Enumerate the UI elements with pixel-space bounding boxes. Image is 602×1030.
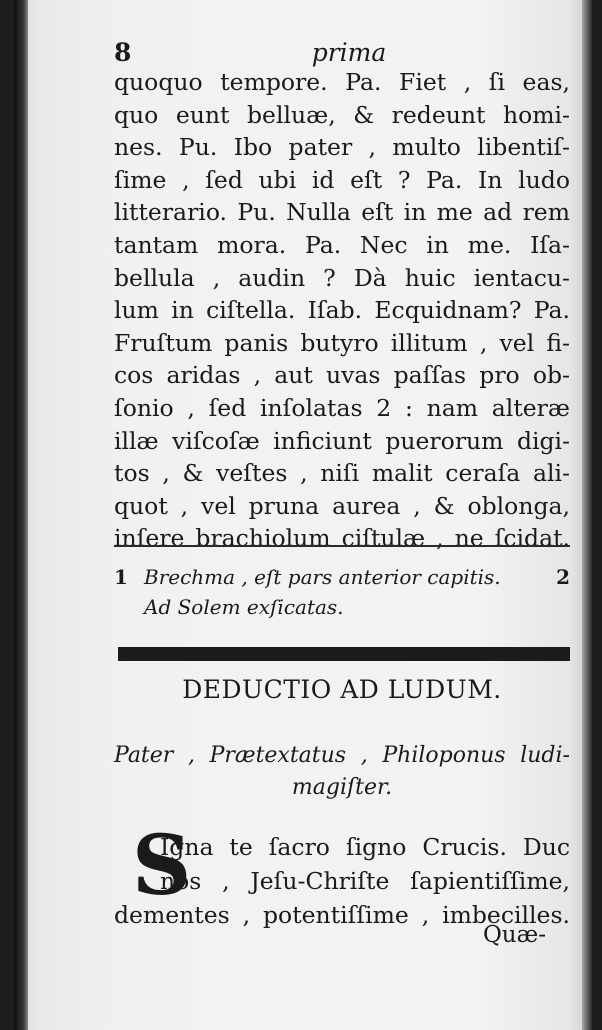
book-page [14, 0, 592, 1030]
catchword: Quæ- [482, 922, 546, 948]
text-line: illæ viſcoſæ inficiunt puerorum digi- [114, 426, 570, 455]
page-edge-shadow [582, 0, 592, 1030]
footnote-text: Ad Solem exſicatas. [144, 595, 344, 619]
personae-line: magiſter. [291, 775, 393, 800]
text-line: tos , & veſtes , niſi malit ceraſa ali- [114, 459, 570, 488]
text-line: quo eunt belluæ, & redeunt homi- [114, 100, 570, 129]
personae-line: Pater , Prætextatus , Philoponus ludi- [114, 743, 570, 768]
dramatis-personae [114, 740, 570, 804]
text-line: dementes , potentiſſime , imbecilles. [114, 901, 570, 929]
text-line: ſonio , ſed inſolatas 2 : nam alteræ [114, 393, 570, 422]
text-line: Igna te ſacro ſigno Crucis. Duc [160, 833, 570, 861]
drop-cap: S [132, 818, 192, 914]
footnote-text: Brechma , eſt pars anterior capitis. [144, 565, 501, 589]
page-number: 8 [114, 38, 132, 67]
footnote-line [114, 592, 570, 622]
footnote-line [114, 562, 570, 592]
text-line: cos aridas , aut uvas paſſas pro ob- [114, 361, 570, 390]
binding-shadow [14, 0, 28, 1030]
footnote-marker: 2 [556, 565, 570, 589]
ornamental-rule [118, 647, 570, 661]
section-title: DEDUCTIO AD LUDUM. [182, 675, 502, 704]
text-line: ſime , ſed ubi id eſt ? Pa. In ludo [114, 165, 570, 194]
main-text-block [114, 66, 570, 555]
running-head: prima [311, 38, 387, 67]
footnote-marker: 1 [114, 565, 128, 589]
text-line: tantam mora. Pa. Nec in me. Iſa- [114, 230, 570, 259]
opening-paragraph [114, 818, 570, 932]
text-line: litterario. Pu. Nulla eſt in me ad rem [114, 198, 570, 227]
text-line: lum in ciſtella. Iſab. Ecquidnam? Pa. [114, 296, 570, 325]
text-line: nes. Pu. Ibo pater , multo libentiſ- [114, 133, 570, 162]
text-line: quot , vel pruna aurea , & oblonga, [114, 491, 570, 520]
footnotes [114, 562, 570, 622]
text-line: nos , Jeſu-Chriſte ſapientiſſime, [160, 867, 570, 895]
text-line: quoquo tempore. Pa. Fiet , ſi eas, [114, 68, 570, 96]
footnote-rule [114, 545, 570, 547]
page-header [114, 38, 584, 68]
text-line: bellula , audin ? Dà huic ientacu- [114, 263, 570, 292]
text-line: Fruſtum panis butyro illitum , vel fi- [114, 328, 570, 357]
text-line: inſere brachiolum ciſtulæ , ne ſcidat. [114, 524, 570, 553]
